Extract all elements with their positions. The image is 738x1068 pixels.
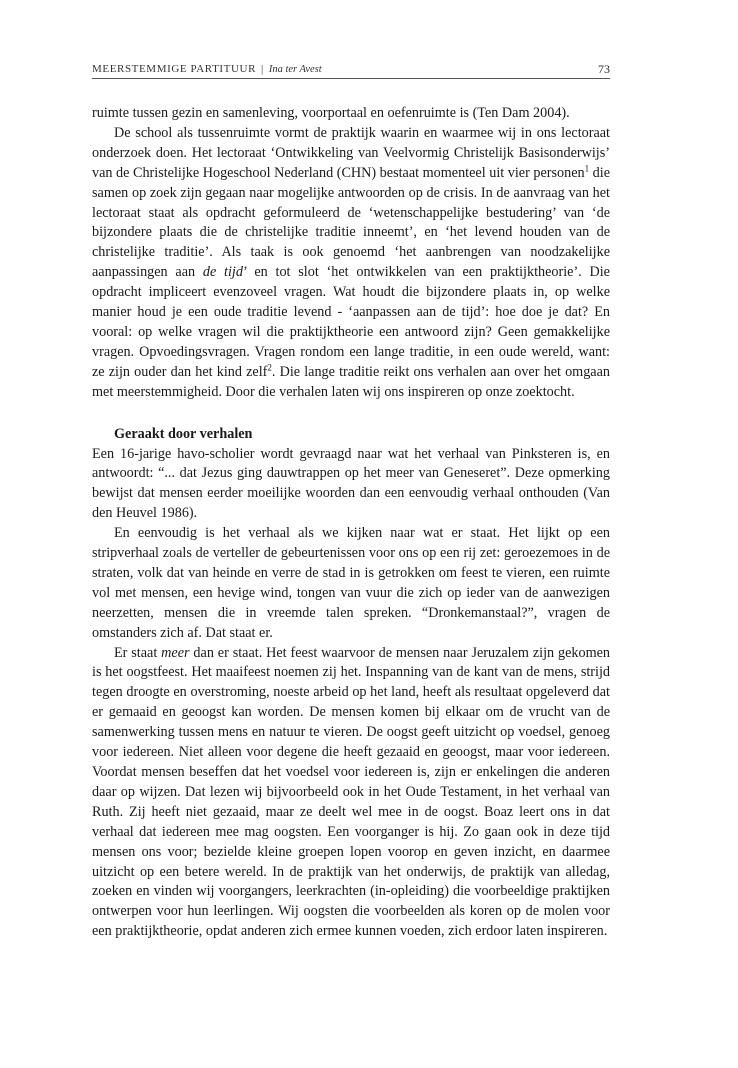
paragraph-5-emphasis: meer [161,644,190,661]
paragraph-2-part-b: die samen op zoek zijn gegaan naar mogelijke antwoorden op de crisis. In de aanvraag van het lectoraat staat als opdracht geformuleerd de ‘wetenschappelijke bestudering’ van ‘de bijzondere plaats die de christelijke traditie inneemt’, en ‘het levend houden van de christelijke traditie’. Als taak is ook genoemd ‘het aanbrengen van noodzakelijke aanpassingen aan [92,164,610,281]
footnote-ref-2[interactable]: 2 [267,362,272,373]
paragraph-1: ruimte tussen gezin en samenleving, voorportaal en oefenruimte is (Ten Dam 2004). [92,105,570,121]
running-header [92,62,610,79]
paragraph-2-part-c: ’ en tot slot ‘het ontwikkelen van een praktijktheorie’. Die opdracht impliceert evenzoveel vragen. Wat houdt die bijzondere plaats in, op welke manier houd je een oude traditie levend - ‘aanpassen aan de tijd’: hoe doe je dat? En vooral: op welke vragen wil die praktijktheorie een antwoord zijn? Geen gemakkelijke vragen. Opvoedingsvragen. Vragen rondom een lange traditie, in een oude wereld, want: ze zijn ouder dan het kind zelf [92,264,610,380]
running-title: MEERSTEMMIGE PARTITUUR [92,63,257,75]
footnote-ref-1[interactable]: 1 [584,162,590,173]
paragraph-5-part-b: dan er staat. Het feest waarvoor de mensen naar Jeruzalem zijn gekomen is het oogstfeest. Het maaifeest noemen zij het. Inspanning van de kant van de mens, strijd tegen droogte en overstroming, noeste arbeid op het land, heeft als resultaat opgeleverd dat er gemaaid en geoogst kan worden. De mensen komen bij elkaar om de vrucht van de samenwerking tussen mens en natuur te vieren. De oogst geeft uitzicht op voedsel, genoeg voor iedereen. Niet alleen voor degene die heeft gezaaid en geoogst, maar voor iedereen. Voordat mensen beseffen dat het voedsel voor iedereen is, zijn er enkelingen die anderen daar op wijzen. Dat lezen wij bijvoorbeeld ook in het Oude Testament, in het verhaal van Ruth. Zij heeft niet gezaaid, maar ze deelt wel mee in de oogst. Boaz leert ons in dat verhaal dat iedereen mee mag oogsten. Een voorganger is hij. Zo gaan ook in deze tijd mensen ons voor; bezielde kleine groepen lopen voorop en geven inzicht, en daarmee uitzicht op een betere wereld. In de praktijk van het onderwijs, de praktijk van alledag, zoeken en vinden wij voorgangers, leerkrachten (in-opleiding) die voorbeeldige praktijken ontwerpen voor hun leerlingen. Wij oogsten die voorbeelden als koren op de molen voor een praktijktheorie, opdat anderen zich ermee kunnen voeden, zich erdoor laten inspireren. [92,644,610,940]
header-separator: | [261,63,264,75]
paragraph-2-part-a: De school als tussenruimte vormt de praktijk waarin en waarmee wij in ons lectoraat onderzoek doen. Het lectoraat ‘Ontwikkeling van Veelvormig Christelijk Basisonderwijs’ van de Christelijke Hogeschool Nederland (CHN) bestaat momenteel uit vier personen [92,124,610,181]
paragraph-5-part-a: Er staat [114,644,162,661]
paragraph-2-emphasis: de tijd [202,264,243,281]
running-title-line [92,63,322,75]
section-heading: Geraakt door verhalen [114,425,253,442]
paragraph-5 [92,644,610,943]
paragraph-4: En eenvoudig is het verhaal als we kijken naar wat er staat. Het lijkt op een stripverhaal zoals de verteller de gebeurtenissen voor ons op een rij zet: geroezemoes in de straten, volk dat van heinde en verre de stad in is getrokken om feest te vieren, een ruimte vol met mensen, een hevige wind, tongen van vuur die zich op ieder van de aanwezigen neerzetten, mensen die in vreemde talen spreken. “Dronkemanstaal?”, vragen de omstanders zich af. Dat staat er. [92,525,610,641]
paragraph-2-part-d: . Die lange traditie reikt ons verhalen aan over het omgaan met meerstemmigheid. Door die verhalen laten wij ons inspireren op onze zoektocht. [92,363,610,400]
page-number: 73 [598,62,610,76]
paragraph-3: Een 16-jarige havo-scholier wordt gevraagd naar wat het verhaal van Pinksteren is, en antwoordt: “... dat Jezus ging dauwtrappen op het meer van Geneseret”. Deze opmerking bewijst dat mensen eerder moeilijke woorden dan een eenvoudig verhaal onthouden (Van den Heuvel 1986). [92,445,610,522]
body-text [92,104,610,942]
paragraph-2 [92,124,610,403]
header-author: Ina ter Avest [268,64,322,75]
